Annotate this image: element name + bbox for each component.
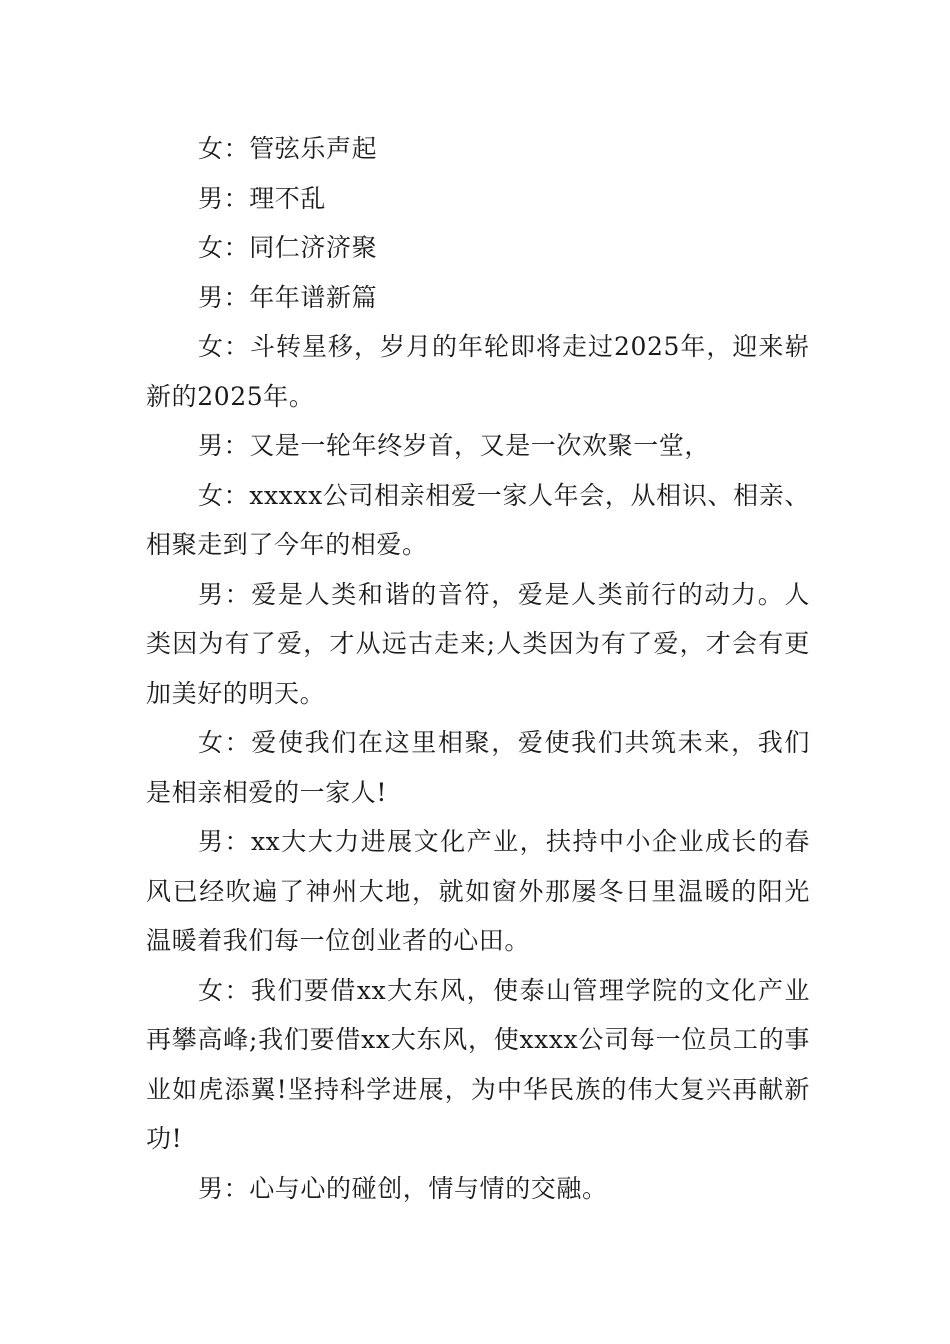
paragraph: 男：xx大大力进展文化产业，扶持中小企业成长的春风已经吹遍了神州大地，就如窗外那屡冬日里温暖的阳光温暖着我们每一位创业者的心田。 <box>146 827 810 955</box>
paragraph: 男：年年谱新篇 <box>198 282 378 312</box>
paragraph: 男：又是一轮年终岁首，又是一次欢聚一堂， <box>198 431 711 460</box>
paragraph: 男：理不乱 <box>198 183 327 213</box>
paragraph: 女：管弦乐声起 <box>198 134 378 163</box>
paragraph: 女：同仁济济聚 <box>198 233 378 262</box>
paragraph: 男：心与心的碰创，情与情的交融。 <box>198 1173 608 1203</box>
paragraph: 男：爱是人类和谐的音符，爱是人类前行的动力。人类因为有了爱，才从远古走来;人类因为有了爱，才会有更加美好的明天。 <box>146 579 810 708</box>
paragraph: 女：xxxxx公司相亲相爱一家人年会，从相识、相亲、相聚走到了今年的相爱。 <box>146 480 810 559</box>
paragraph: 女：斗转星移，岁月的年轮即将走过2025年，迎来崭新的2025年。 <box>146 332 810 411</box>
document-page <box>146 124 810 1213</box>
paragraph: 女：我们要借xx大东风，使泰山管理学院的文化产业再攀高峰;我们要借xx大东风，使xxxx公司每一位员工的事业如虎添翼!坚持科学进展，为中华民族的伟大复兴再献新功! <box>146 975 810 1153</box>
paragraph: 女：爱使我们在这里相聚，爱使我们共筑未来，我们是相亲相爱的一家人! <box>146 728 810 807</box>
